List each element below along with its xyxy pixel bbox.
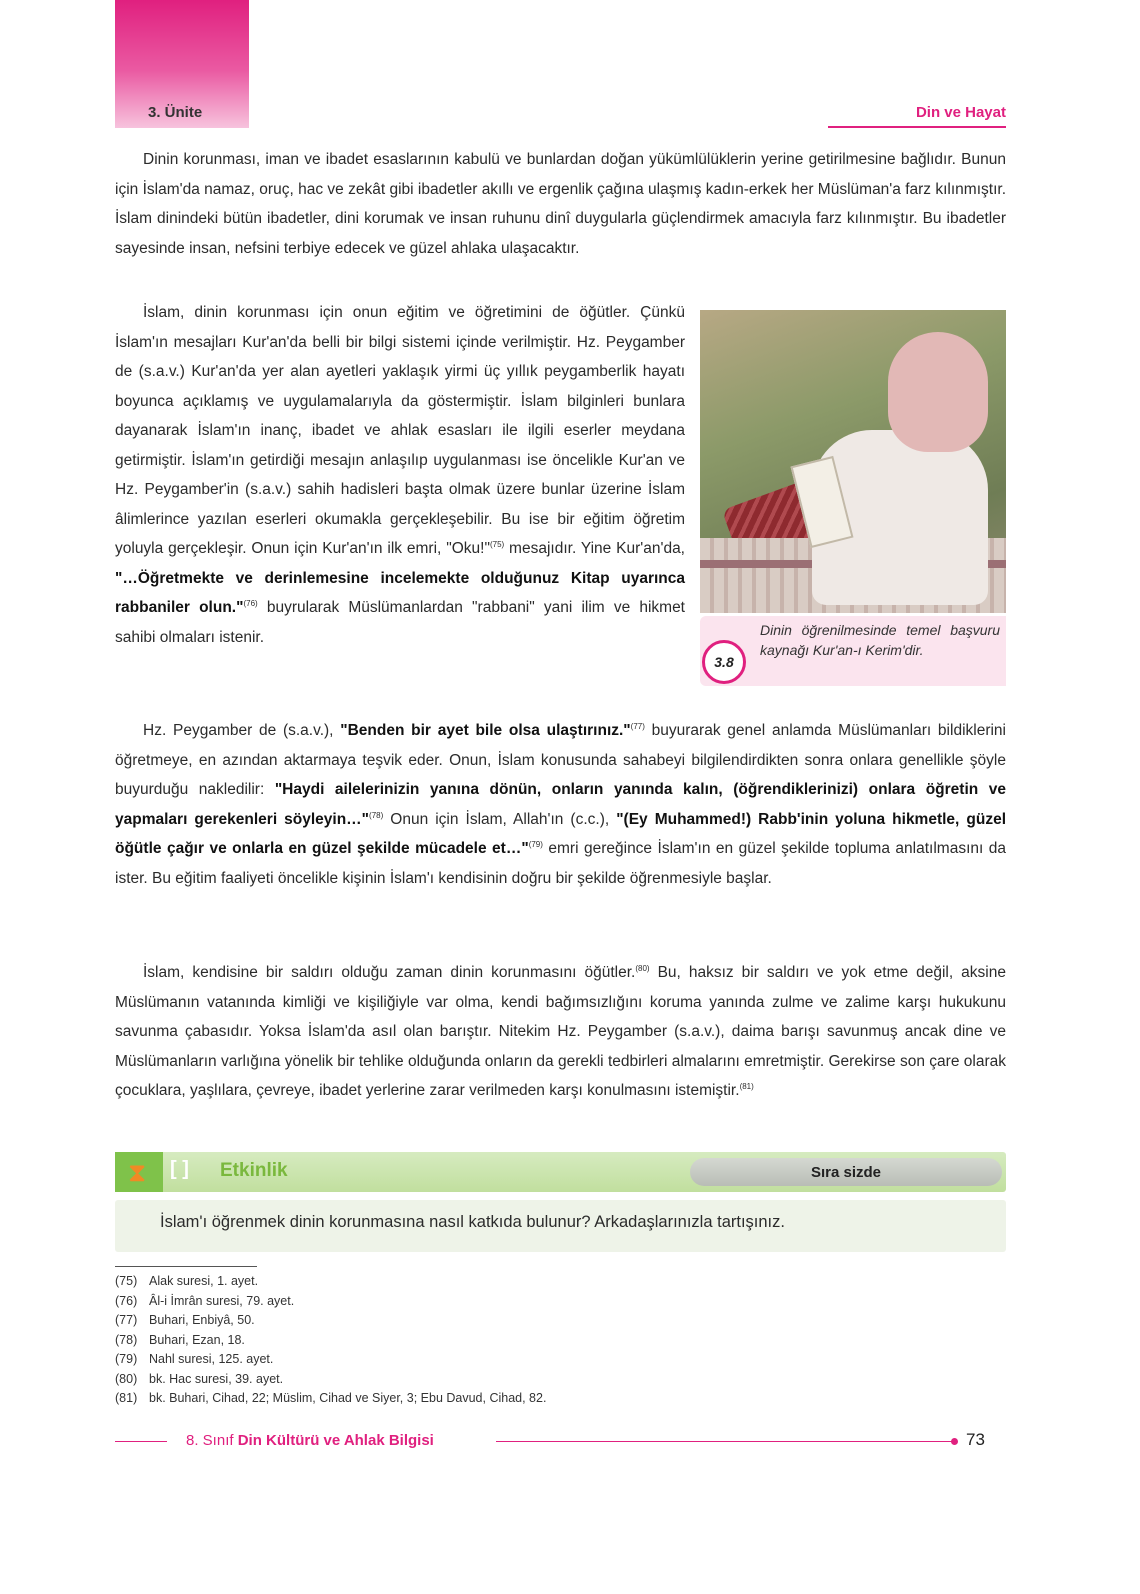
paragraph-4 xyxy=(115,958,1006,1106)
paragraph-3-text-b: buyurarak genel anlamda Müslümanları bildiklerini öğretmeye, en azından aktarmaya teşvik eder. Onun, İslam konusunda sahabeyi bilgilendirdikten sonra onlara genellikle şöyle buyurduğu nakledilir: xyxy=(115,722,1006,798)
footnote-item: (75) Alak suresi, 1. ayet. xyxy=(115,1274,259,1288)
paragraph-3-quote-b: "Haydi ailelerinizin yanına dönün, onların yanında kalın, (öğrendiklerinizi) onlara öğretin ve yapmaları gerekenleri söyleyin…" xyxy=(115,781,1007,828)
paragraph-4-text-a: İslam, kendisine bir saldırı olduğu zaman dinin korunmasını öğütler. xyxy=(143,964,636,981)
footer-book-title xyxy=(186,1432,434,1449)
activity-title: Etkinlik xyxy=(220,1160,288,1181)
paragraph-3-text-a: Hz. Peygamber de (s.a.v.), xyxy=(143,722,341,739)
footnote-list xyxy=(115,1272,546,1409)
footnote-ref-75[interactable]: (75) xyxy=(489,540,505,549)
paragraph-2-text-b: mesajıdır. Yine Kur'an'da, xyxy=(504,540,685,557)
footnote-item: (80) bk. Hac suresi, 39. ayet. xyxy=(115,1371,284,1386)
header-underline xyxy=(828,126,1006,128)
hourglass-icon: ⧗ xyxy=(128,1157,147,1187)
unit-label: 3. Ünite xyxy=(148,104,203,121)
footnote-ref-76[interactable]: (76) xyxy=(243,599,258,608)
footer-dot xyxy=(951,1438,958,1445)
paragraph-3 xyxy=(115,716,1006,893)
paragraph-3-text-d: emri gereğince İslam'ın en güzel şekilde topluma anlatılmasını da ister. Bu eğitim faaliyeti öncelikle kişinin İslam'ı kendisinin doğru bir şekilde öğrenmesiyle başlar. xyxy=(115,840,1006,887)
footer-line-left xyxy=(115,1441,167,1442)
activity-tag: Sıra sizde xyxy=(690,1158,1002,1186)
figure-photo-quran-reading xyxy=(700,310,1006,613)
page-number: 73 xyxy=(966,1430,985,1449)
footnote-item: (81) bk. Buhari, Cihad, 22; Müslim, Cihad ve Siyer, 3; Ebu Davud, Cihad, 82. xyxy=(115,1391,547,1405)
footnote-item: (78) Buhari, Ezan, 18. xyxy=(115,1332,245,1347)
footnote-ref-81[interactable]: (81) xyxy=(739,1082,754,1091)
footnote-ref-78[interactable]: (78) xyxy=(369,810,384,820)
footnote-ref-77[interactable]: (77) xyxy=(630,722,645,731)
paragraph-2-text-c: buyrularak Müslümanlardan "rabbani" yani ilim ve hikmet sahibi olmaları istenir. xyxy=(115,599,685,646)
footer-grade: 8. Sınıf xyxy=(186,1432,234,1449)
footnote-item: (77) Buhari, Enbiyâ, 50. xyxy=(115,1313,255,1327)
figure-caption: Dinin öğrenilmesinde temel başvuru kaynağı Kur'an-ı Kerim'dir. xyxy=(760,622,1000,658)
paragraph-2-quote: "…Öğretmekte ve derinlemesine incelemekte olduğunuz Kitap uyarınca rabbaniler olun." xyxy=(115,569,685,616)
footnote-ref-80[interactable]: (80) xyxy=(635,964,650,973)
paragraph-4-text-b: Bu, haksız bir saldırı ve yok etme değil, aksine Müslümanın vatanında kimliği ve kişiliğiyle var olma, kendi bağımsızlığını koruma yanında zulme ve zalime karşı hukukunu savunma çabasıdır. Yoksa İslam'da asıl olan barıştır. Nitekim Hz. Peygamber (s.a.v.), daima barışı savunmuş ancak dine ve Müslümanların varlığına yönelik bir tehlike olduğunda onların da gerekli tedbirleri almalarını emretmiştir. Gerekirse son çare olarak çocuklara, yaşlılara, çevreye, ibadet yerlerine zarar verilmeden karşı konulmasını istemiştir. xyxy=(115,964,1006,1099)
bracket-icon: [ ] xyxy=(170,1158,189,1180)
paragraph-3-quote-a: "Benden bir ayet bile olsa ulaştırınız." xyxy=(340,722,631,739)
activity-question: İslam'ı öğrenmek dinin korunmasına nasıl katkıda bulunur? Arkadaşlarınızla tartışınız. xyxy=(160,1213,785,1231)
paragraph-2-text-a: İslam, dinin korunması için onun eğitim ve öğretimini de öğütler. Çünkü İslam'ın mesajları Kur'an'da belli bir bilgi sistemi içinde verilmiştir. Hz. Peygamber de (s.a.v.) Kur'an'da yer alan ayetleri yaklaşık yirmi üç yıllık peygamberlik hayatı boyunca açıklamış ve uygulamalarıyla da göstermiştir. İslam bilginleri bunlara dayanarak İslam'ın inanç, ibadet ve ahlak esasları ile ilgili eserler meydana getirmiştir. İslam'ın getirdiği mesajın anlaşılıp uygulanması ise öncelikle Kur'an ve Hz. Peygamber'in (s.a.v.) sahih hadisleri başta olmak üzere bunlar üzerine İslam âlimlerince yazılan eserleri okumakla gerçekleşebilir. Bu ise bir eğitim öğretim yoluyla gerçekleşir. Onun için Kur'an'ın ilk emri, "Oku!" xyxy=(115,304,685,557)
footnote-item: (79) Nahl suresi, 125. ayet. xyxy=(115,1352,274,1366)
footer-line-right xyxy=(496,1441,954,1442)
figure-number-badge: 3.8 xyxy=(702,640,746,684)
footnote-item: (76) Âl-i İmrân suresi, 79. ayet. xyxy=(115,1293,295,1308)
paragraph-3-text-c: Onun için İslam, Allah'ın (c.c.), xyxy=(383,810,617,828)
section-title: Din ve Hayat xyxy=(915,104,1006,121)
footnote-ref-79[interactable]: (79) xyxy=(528,840,543,849)
footnote-divider xyxy=(115,1266,257,1267)
paragraph-1: Dinin korunması, iman ve ibadet esaslarının kabulü ve bunlardan doğan yükümlülüklerin yerine getirilmesine bağlıdır. Bunun için İslam'da namaz, oruç, hac ve zekât gibi ibadetler akıllı ve ergenlik çağına ulaşmış kadın-erkek her Müslüman'a farz kılınmıştır. İslam dinindeki bütün ibadetler, dini korumak ve insan ruhunu dinî duygularla güçlendirmek amacıyla farz kılınmıştır. Bu ibadetler sayesinde insan, nefsini terbiye edecek ve güzel ahlaka ulaşacaktır. xyxy=(115,151,1006,257)
paragraph-3-quote-c: "(Ey Muhammed!) Rabb'inin yoluna hikmetle, güzel öğütle çağır ve onlarla en güzel şekilde mücadele et…" xyxy=(115,810,1007,857)
paragraph-2 xyxy=(115,298,685,652)
footer-book-name: Din Kültürü ve Ahlak Bilgisi xyxy=(237,1432,434,1449)
